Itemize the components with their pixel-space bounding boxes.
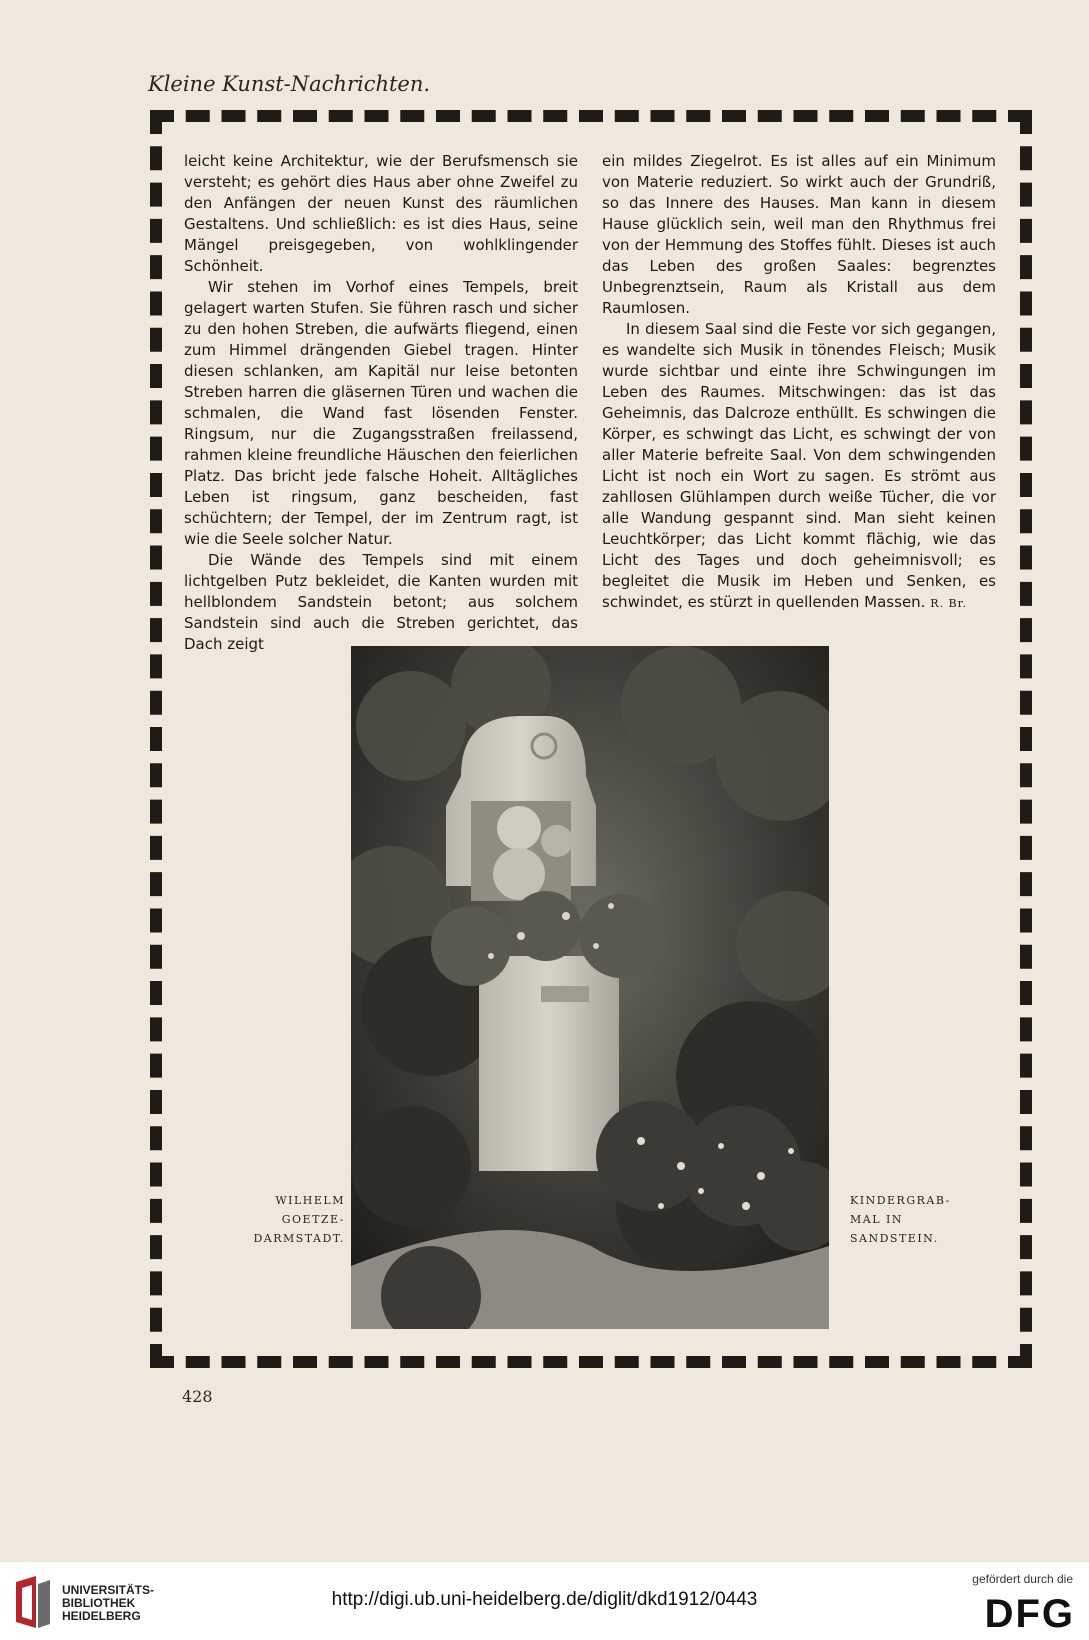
caption-line: MAL IN [850,1213,903,1226]
funded-by-label: gefördert durch die [972,1572,1073,1586]
paragraph: Die Wände des Tempels sind mit einem lichtgelben Putz bekleidet, die Kanten wurden mit hellblondem Sandstein betont; aus solchem Sandstein sind auch die Streben gerichtet, das Dach zeigt [184,551,578,653]
photo-caption-title [850,1191,951,1248]
author-signature: R. Br. [930,597,968,610]
caption-line: WILHELM [275,1194,345,1207]
gravestone-photograph [351,646,829,1329]
page-number: 428 [182,1387,213,1406]
paragraph: ein mildes Ziegelrot. Es ist alles auf ein Minimum von Materie reduziert. So wirkt auch der Grundriß, so das Innere des Hauses. Man kann in diesem Hause glücklich sein, weil man den Rhythmus frei von der Hemmung des Stoffes fühlt. Dieses ist auch das Leben des großen Saales: begrenztes Unbegrenztsein, Raum als Kristall aus dem Raumlosen. [602,152,996,317]
paragraph [602,319,996,614]
dfg-logo: DFG [984,1592,1075,1636]
caption-line: KINDERGRAB- [850,1194,951,1207]
gravestone-image [351,646,829,1329]
library-name-line: HEIDELBERG [62,1609,141,1623]
caption-line: DARMSTADT. [253,1232,345,1245]
paragraph: Wir stehen im Vorhof eines Tempels, breit gelagert warten Stufen. Sie führen rasch und sicher zu den hohen Streben, die aufwärts fliegend, einen zum Himmel drängenden Giebel tragen. Hinter diesen schlanken, am Kapitäl nur leise betonten Streben harren die gläsernen Türen und wachen die schmalen, die Wand fast lösenden Fenster. Ringsum, nur die Zugangsstraßen freilassend, rahmen kleine freundliche Häuschen den feierlichen Platz. Das bricht jede falsche Hoheit. Alltägliches Leben ist ringsum, ganz bescheiden, fast schüchtern; der Tempel, der im Zentrum ragt, ist wie die Seele solcher Natur. [184,278,578,548]
text-column-right [602,151,996,614]
paragraph: leicht keine Architektur, wie der Berufsmensch sie versteht; es gehört dies Haus aber ohne Zweifel zu den Anfängen der neuen Kunst des räumlichen Gestaltens. Und schließlich: es ist dies Haus, seine Mängel preisgegeben, von wohlklingender Schönheit. [184,152,578,275]
digitization-footer [0,1562,1089,1640]
photo-caption-artist [253,1191,345,1248]
caption-line: GOETZE- [281,1213,345,1226]
library-name-line: BIBLIOTHEK [62,1596,136,1610]
permalink-url[interactable]: http://digi.ub.uni-heidelberg.de/diglit/dkd1912/0443 [331,1589,758,1610]
library-name-line: UNIVERSITÄTS- [62,1583,155,1597]
caption-line: SANDSTEIN. [850,1232,939,1245]
paragraph-text: In diesem Saal sind die Feste vor sich gegangen, es wandelte sich Musik in tönendes Fleisch; Musik wurde sichtbar und einte ihre Schwingungen im Leben des Raumes. Mitschwingen: das ist das Geheimnis, das Dalcroze enthüllt. Es schwingen die Körper, es schwingt das Licht, es schwingt der von aller Materie befreite Saal. Von dem schwingenden Licht ist noch ein Wort zu sagen. Es strömt aus zahllosen Glühlampen durch weiße Tücher, die vor alle Wandung gespannt sind. Man sieht keinen Leuchtkörper; das Licht kommt flächig, wie das Licht des Tages und doch geheimnisvoll; es begleitet die Musik im Heben und Senken, es schwindet, es stürzt in quellenden Massen. [602,320,996,611]
text-column-left [184,151,578,655]
running-head: Kleine Kunst-Nachrichten. [148,72,431,96]
